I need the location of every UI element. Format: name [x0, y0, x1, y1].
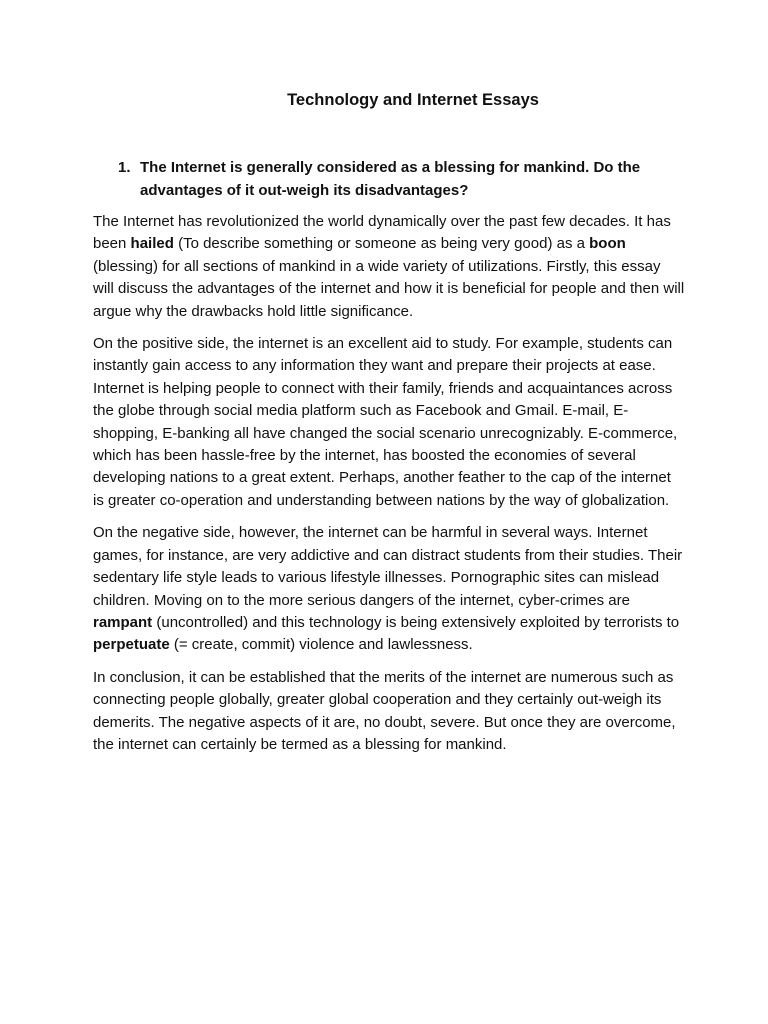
- neg-text-c: (= create, commit) violence and lawlessness.: [169, 636, 473, 654]
- neg-text-a: On the negative side, however, the internet can be harmful in several ways. Internet games, for instance, are very addictive and can distract students from their studies. Their sedentary life style leads to various lifestyle illnesses. Pornographic sites can mislead children. Moving on to the more serious dangers of the internet, cyber-crimes are: [93, 524, 683, 609]
- neg-text-b: (uncontrolled) and this technology is being extensively exploited by terrorists to: [152, 613, 680, 631]
- intro-text-b: (To describe something or someone as being very good) as a: [173, 235, 590, 253]
- essay-body: [93, 211, 685, 766]
- term-boon: boon: [589, 235, 626, 253]
- term-rampant: rampant: [93, 613, 153, 631]
- intro-text-a: The Internet has revolutionized the world dynamically over the past few decades. It has been: [93, 213, 671, 253]
- term-perpetuate: perpetuate: [93, 636, 170, 654]
- paragraph-introduction: [93, 211, 685, 323]
- intro-text-c: (blessing) for all sections of mankind in a wide variety of utilizations. Firstly, this essay will discuss the advantages of the internet and how it is beneficial for people and then will argue why the drawbacks hold little significance.: [93, 257, 685, 320]
- term-hailed: hailed: [130, 235, 174, 253]
- page-title: Technology and Internet Essays: [287, 91, 539, 109]
- paragraph-disadvantages: [93, 522, 685, 656]
- question-text: The Internet is generally considered as a blessing for mankind. Do the advantages of it out-weigh its disadvantages?: [140, 159, 641, 199]
- question-number: 1.: [118, 159, 131, 176]
- essay-question: [118, 157, 678, 202]
- paragraph-conclusion: In conclusion, it can be established that the merits of the internet are numerous such as connecting people globally, greater global cooperation and they certainly out-weigh its demerits. The negative aspects of it are, no doubt, severe. But once they are overcome, the internet can certainly be termed as a blessing for mankind.: [93, 668, 676, 753]
- paragraph-advantages: On the positive side, the internet is an excellent aid to study. For example, students can instantly gain access to any information they want and prepare their projects at ease. Internet is helping people to connect with their family, friends and acquaintances across the globe through social media platform such as Facebook and Gmail. E-mail, E-shopping, E-banking all have changed the social scenario unrecognizably. E-commerce, which has been hassle-free by the internet, has boosted the economies of several developing nations to a great extent. Perhaps, another feather to the cap of the internet is greater co-operation and understanding between nations by the way of globalization.: [93, 335, 678, 509]
